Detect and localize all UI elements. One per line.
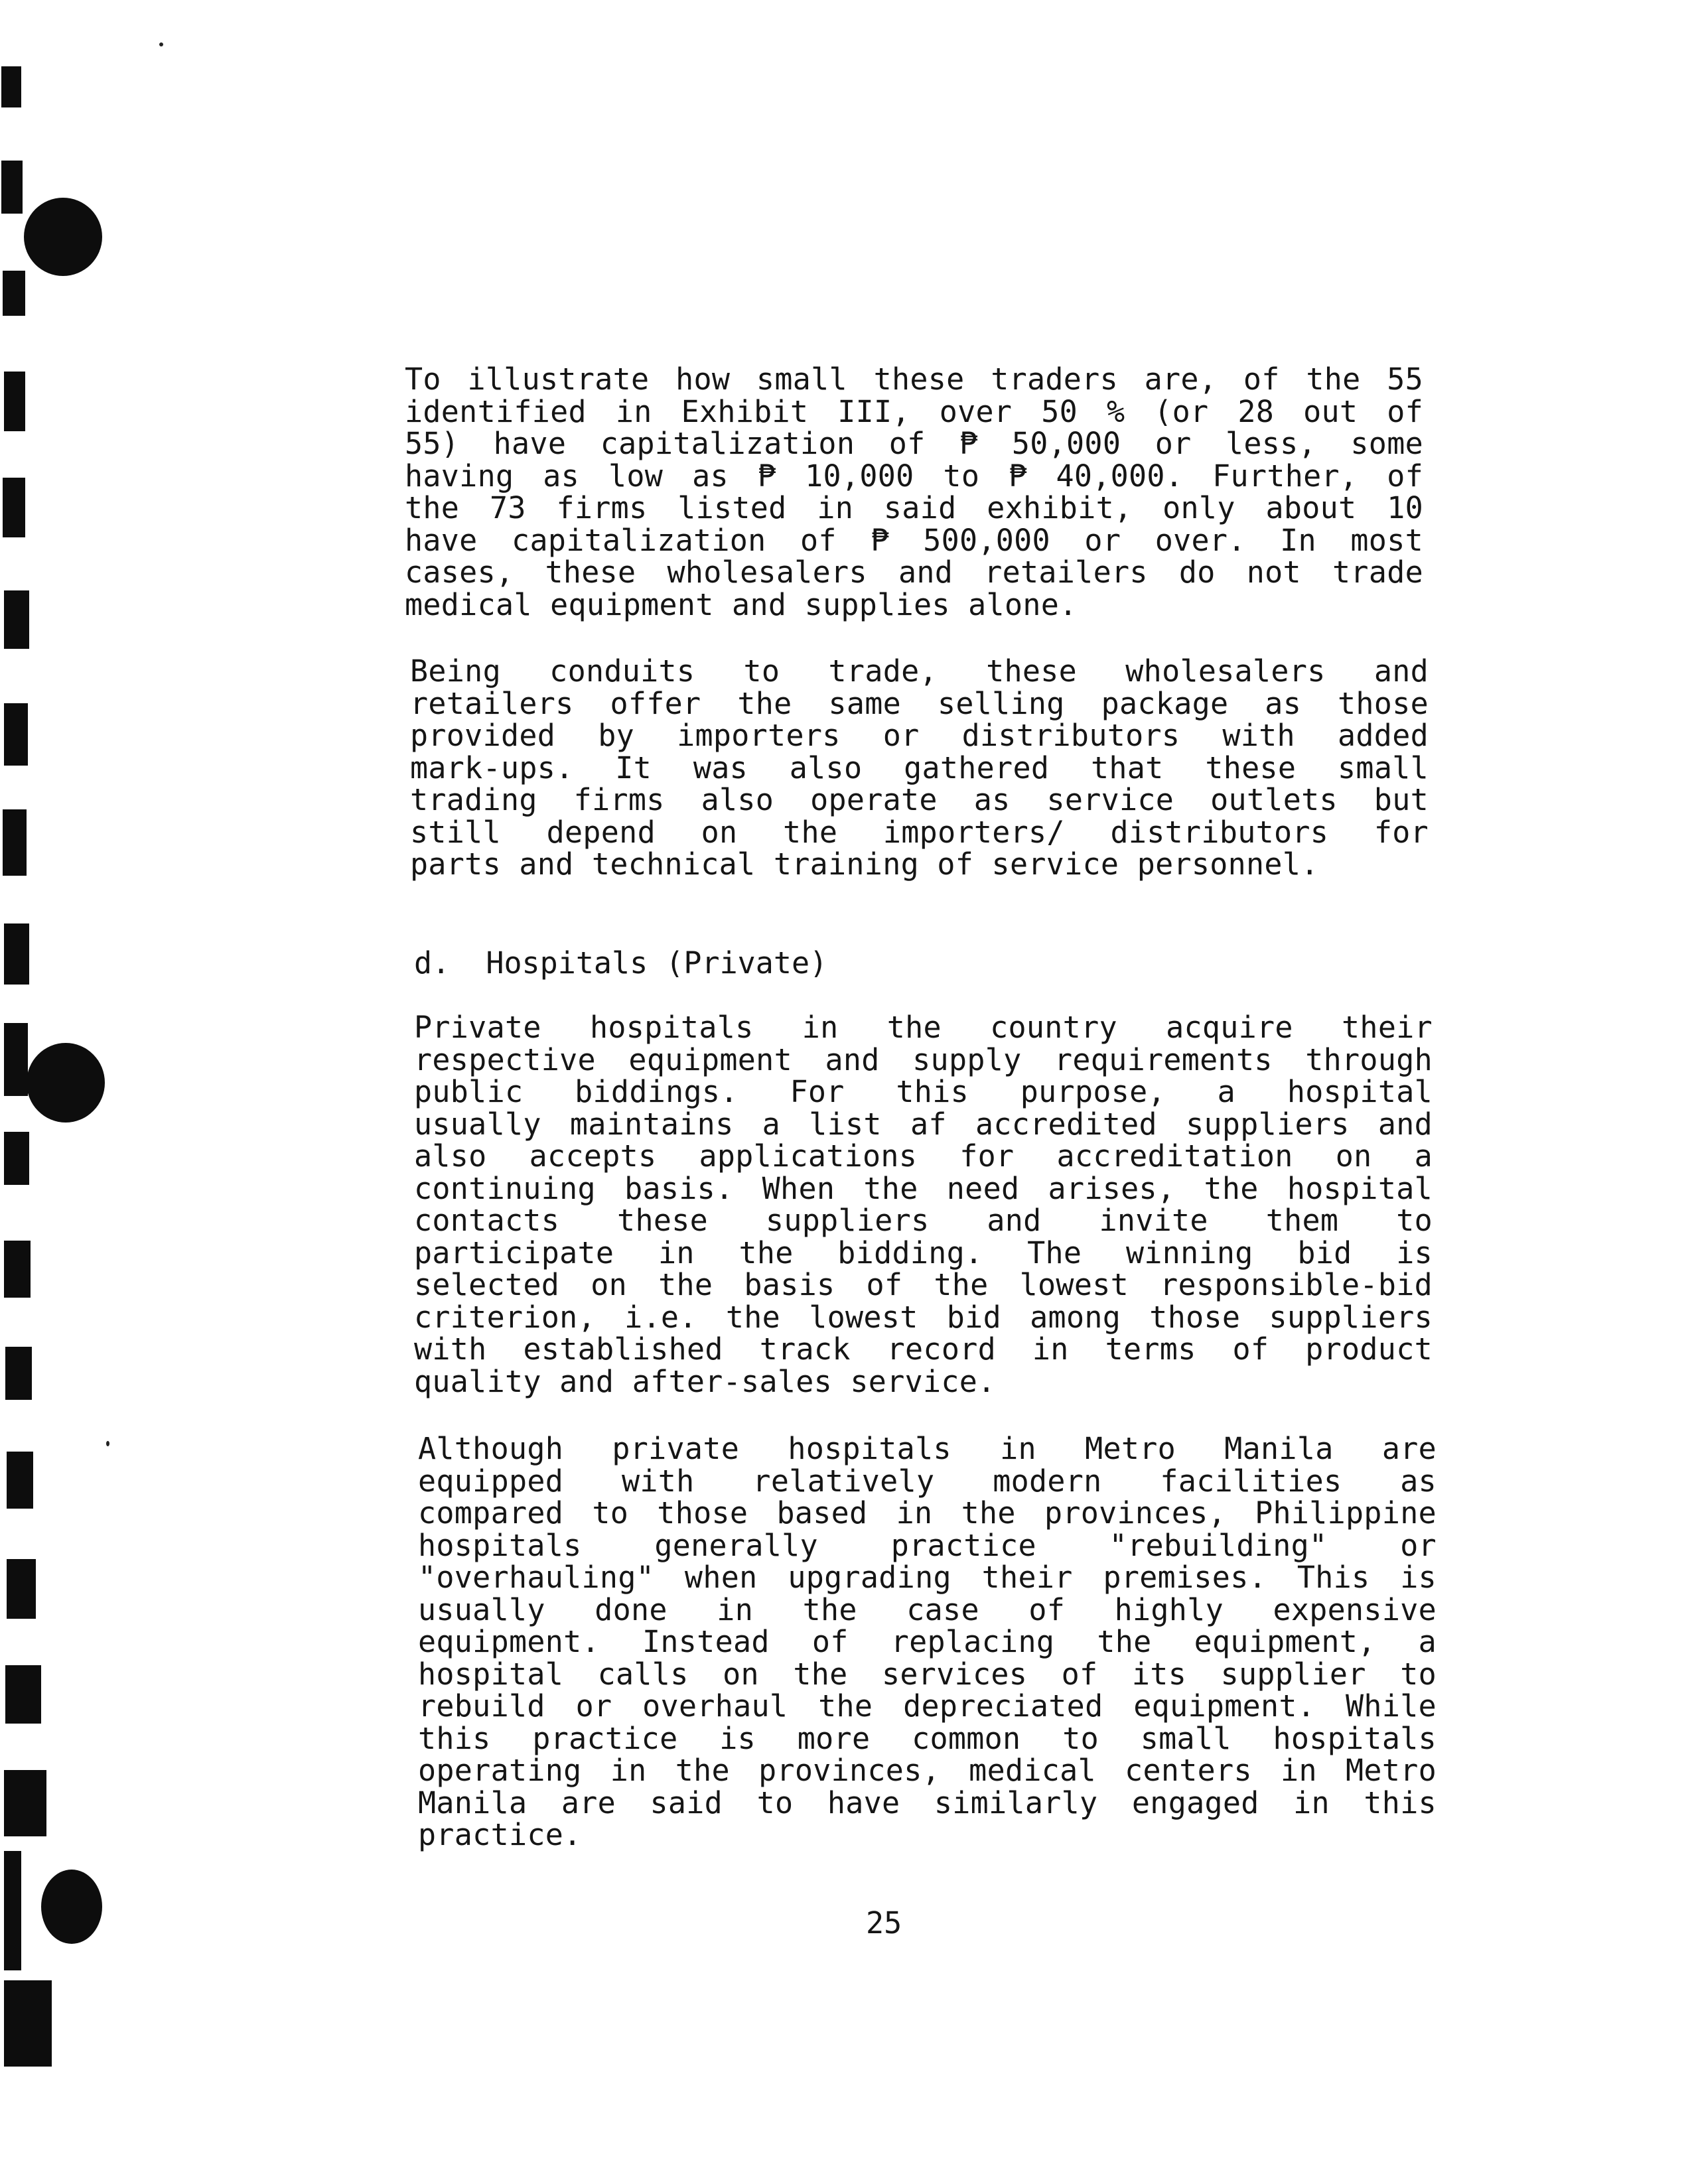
text-line: having as low as ₱ 10,000 to ₱ 40,000. Further, of (405, 458, 1423, 494)
paragraph-rebuilding-overhauling (418, 1433, 1437, 1852)
binding-mark (4, 1132, 29, 1185)
binding-hole (27, 1043, 105, 1123)
binding-mark (4, 923, 29, 985)
binding-mark (4, 1980, 52, 2067)
binding-mark (3, 478, 25, 537)
text-line: selected on the basis of the lowest responsible-bid (414, 1267, 1433, 1302)
binding-mark (4, 703, 28, 766)
text-line: practice. (418, 1817, 582, 1852)
scan-speck (159, 42, 163, 46)
text-line: provided by importers or distributors with added (410, 718, 1429, 753)
text-line: Private hospitals in the country acquire their (414, 1010, 1433, 1045)
text-line: participate in the bidding. The winning bid is (414, 1235, 1433, 1270)
text-line: To illustrate how small these traders are, of the 55 (405, 362, 1423, 397)
text-line: contacts these suppliers and invite them to (414, 1203, 1433, 1238)
text-line: cases, these wholesalers and retailers do not trade (405, 555, 1423, 590)
text-line: parts and technical training of service personnel. (410, 847, 1319, 882)
text-line: public biddings. For this purpose, a hospital (414, 1074, 1433, 1109)
binding-mark (4, 1023, 28, 1096)
binding-mark (7, 1452, 33, 1509)
binding-mark (7, 1559, 36, 1619)
text-line: rebuild or overhaul the depreciated equipment. While (418, 1688, 1437, 1724)
binding-mark (1, 161, 23, 214)
text-line: "overhauling" when upgrading their premises. This is (418, 1560, 1437, 1595)
text-line: hospitals generally practice "rebuilding" or (418, 1527, 1437, 1563)
binding-mark (1, 66, 21, 107)
text-line: identified in Exhibit III, over 50 % (or 28 out of (405, 393, 1423, 429)
text-line: equipment. Instead of replacing the equipment, a (418, 1624, 1437, 1659)
text-line: retailers offer the same selling package as those (410, 685, 1429, 721)
text-line: Although private hospitals in Metro Manila are (418, 1431, 1437, 1466)
binding-mark (5, 1347, 32, 1400)
paragraph-traders-capitalization (405, 364, 1423, 621)
binding-mark (3, 271, 25, 316)
text-line: equipped with relatively modern facilities as (418, 1463, 1437, 1499)
text-line: still depend on the importers/ distributors for (410, 814, 1429, 850)
binding-mark (5, 1665, 41, 1724)
text-line: Being conduits to trade, these wholesalers and (410, 653, 1429, 689)
text-line: operating in the provinces, medical centers in Metro (418, 1753, 1437, 1788)
text-line: compared to those based in the provinces, Philippine (418, 1495, 1437, 1531)
text-line: respective equipment and supply requirements through (414, 1042, 1433, 1077)
text-line: this practice is more common to small hospitals (418, 1720, 1437, 1756)
text-line: mark-ups. It was also gathered that these small (410, 750, 1429, 785)
text-line: 55) have capitalization of ₱ 50,000 or less, some (405, 426, 1423, 461)
text-line: also accepts applications for accreditation on a (414, 1138, 1433, 1174)
text-line: usually maintains a list af accredited suppliers and (414, 1106, 1433, 1142)
text-line: with established track record in terms of product (414, 1331, 1433, 1367)
binding-mark (4, 372, 25, 431)
binding-mark (4, 590, 29, 649)
binding-mark (3, 809, 27, 876)
text-line: medical equipment and supplies alone. (405, 586, 1078, 622)
paragraph-conduits-to-trade (410, 655, 1429, 881)
page-number: 25 (866, 1905, 902, 1941)
text-line: Manila are said to have similarly engaged in this (418, 1785, 1437, 1820)
text-line: quality and after-sales service. (414, 1363, 996, 1399)
text-line: hospital calls on the services of its supplier to (418, 1656, 1437, 1692)
text-line: trading firms also operate as service outlets but (410, 782, 1429, 817)
scan-speck (106, 1441, 109, 1446)
paragraph-private-hospitals-bidding (414, 1012, 1433, 1398)
text-line: criterion, i.e. the lowest bid among those suppliers (414, 1299, 1433, 1335)
text-line: the 73 firms listed in said exhibit, only about 10 (405, 490, 1423, 525)
binding-hole (41, 1870, 102, 1944)
binding-mark (4, 1241, 31, 1298)
binding-hole (24, 198, 102, 276)
binding-mark (4, 1851, 21, 1970)
section-heading: d. Hospitals (Private) (414, 945, 828, 981)
text-line: continuing basis. When the need arises, the hospital (414, 1170, 1433, 1206)
binding-mark (4, 1770, 46, 1836)
binding-margin (0, 0, 106, 2184)
text-line: usually done in the case of highly expensive (418, 1592, 1437, 1627)
text-line: have capitalization of ₱ 500,000 or over. In most (405, 522, 1423, 558)
